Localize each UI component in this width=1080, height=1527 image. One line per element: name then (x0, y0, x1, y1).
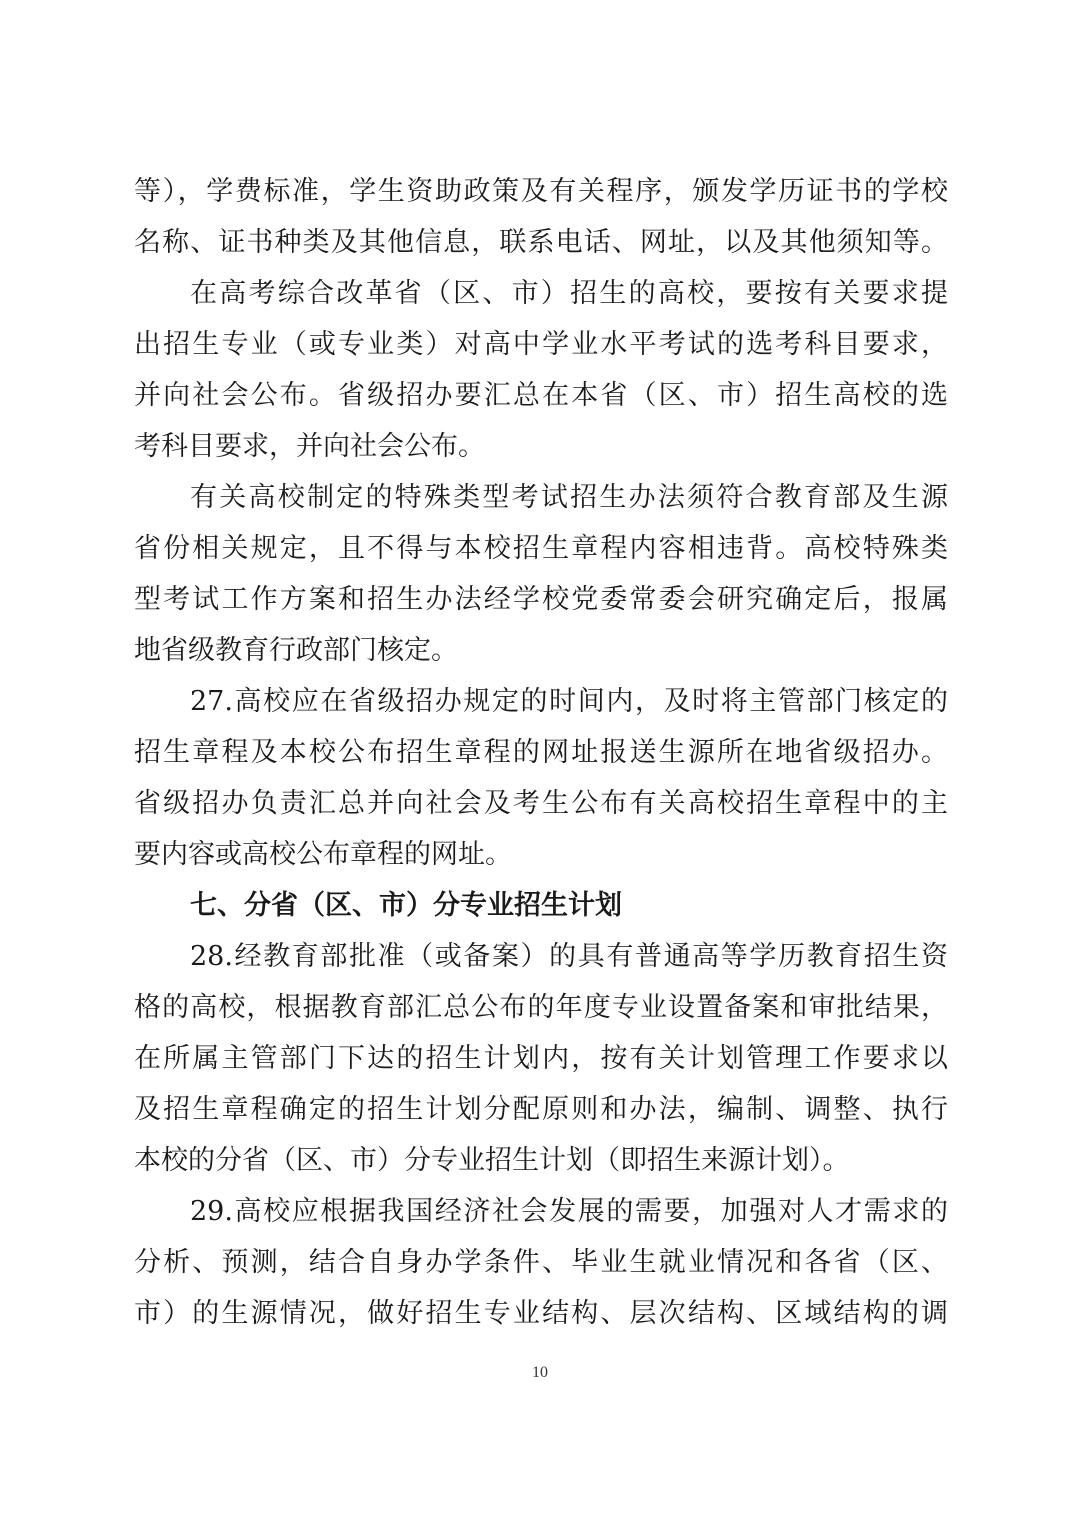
paragraph-start-line: 有关高校制定的特殊类型考试招生办法须符合教育部及生源 (190, 482, 948, 513)
paragraph-start-line: 在高考综合改革省（区、市）招生的高校，要按有关要求提 (190, 278, 948, 309)
paragraph-end-line: 考科目要求，并向社会公布。 (134, 431, 485, 462)
section-heading: 七、分省（区、市）分专业招生计划 (190, 890, 622, 921)
article-27-start-line: 27.高校应在省级招办规定的时间内，及时将主管部门核定的 (190, 686, 948, 717)
article-29-start-line: 29.高校应根据我国经济社会发展的需要，加强对人才需求的 (190, 1196, 948, 1227)
text-line: 格的高校，根据教育部汇总公布的年度专业设置备案和审批结果， (134, 992, 948, 1023)
text-line: 型考试工作方案和招生办法经学校党委常委会研究确定后，报属 (134, 584, 948, 615)
paragraph-end-line: 地省级教育行政部门核定。 (134, 635, 458, 666)
article-28-start-line: 28.经教育部批准（或备案）的具有普通高等学历教育招生资 (190, 941, 948, 972)
text-line: 在所属主管部门下达的招生计划内，按有关计划管理工作要求以 (134, 1043, 948, 1074)
paragraph-end-line: 要内容或高校公布章程的网址。 (134, 839, 512, 870)
text-line: 省份相关规定，且不得与本校招生章程内容相违背。高校特殊类 (134, 533, 948, 564)
text-line: 及招生章程确定的招生计划分配原则和办法，编制、调整、执行 (134, 1094, 948, 1125)
text-line: 招生章程及本校公布招生章程的网址报送生源所在地省级招办。 (134, 737, 948, 768)
page-number: 10 (532, 1364, 548, 1381)
text-line: 市）的生源情况，做好招生专业结构、层次结构、区域结构的调 (134, 1298, 948, 1329)
text-line: 分析、预测，结合自身办学条件、毕业生就业情况和各省（区、 (134, 1247, 948, 1278)
text-line: 出招生专业（或专业类）对高中学业水平考试的选考科目要求， (134, 329, 948, 360)
text-line: 名称、证书种类及其他信息，联系电话、网址，以及其他须知等。 (134, 227, 948, 258)
document-body (134, 166, 948, 1339)
paragraph-end-line: 本校的分省（区、市）分专业招生计划（即招生来源计划）。 (134, 1145, 850, 1176)
text-line: 省级招办负责汇总并向社会及考生公布有关高校招生章程中的主 (134, 788, 948, 819)
text-line: 等），学费标准，学生资助政策及有关程序，颁发学历证书的学校 (134, 176, 948, 207)
text-line: 并向社会公布。省级招办要汇总在本省（区、市）招生高校的选 (134, 380, 948, 411)
